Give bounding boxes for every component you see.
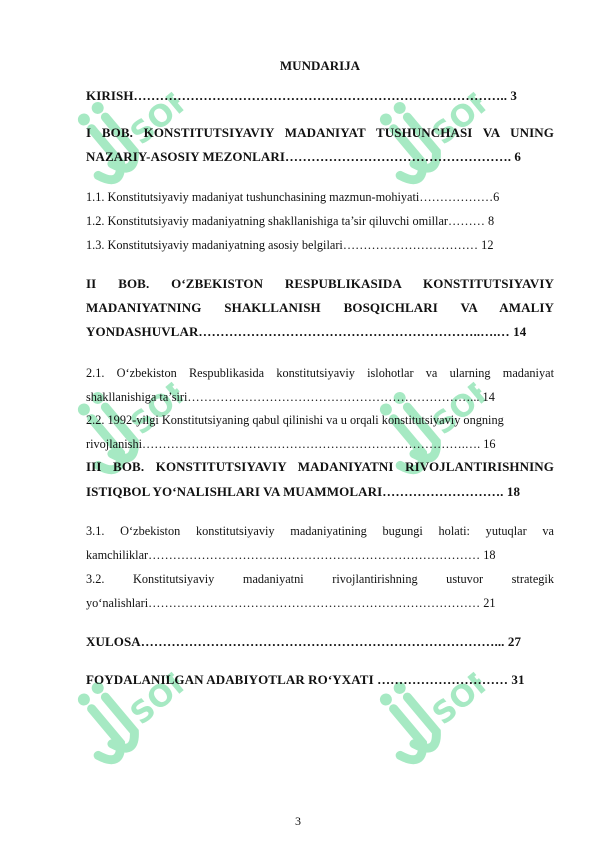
toc-chapter-heading: III BOB. KONSTITUTSIYAVIY MADANIYATNI RIVOJLANTIRISHNING	[86, 459, 554, 474]
toc-section: shakllanishiga ta’siri……………………………………………………………... 14	[86, 390, 495, 404]
toc-entry: KIRISH………………………………………………………………………….. 3	[86, 88, 518, 103]
toc-entry: FOYDALANILGAN ADABIYOTLAR RO‘YXATI ………………………… 31	[86, 672, 525, 687]
svg-text:SOFF: SOFF	[425, 68, 511, 152]
toc-section: yo‘nalishlari……………………………………………………………………… 21	[86, 596, 496, 610]
toc-chapter-heading: ISTIQBOL YO‘NALISHLARI VA MUAMMOLARI………………………. 18	[86, 484, 521, 499]
table-of-contents	[86, 0, 554, 842]
svg-text:SOFF: SOFF	[123, 358, 209, 442]
page-number: 3	[295, 814, 301, 828]
toc-chapter-heading: NAZARIY-ASOSIY MEZONLARI……………………………………………. 6	[86, 149, 521, 164]
toc-chapter-heading: YONDASHUVLAR………………………………………………………..….… 14	[86, 324, 527, 339]
toc-section: 2.1. O‘zbekiston Respublikasida konstitutsiyaviy islohotlar va ularning madaniyat	[86, 366, 554, 380]
toc-entry: XULOSA………………………………………………………………………... 27	[86, 634, 522, 649]
toc-section: 1.3. Konstitutsiyaviy madaniyatning asosiy belgilari…………………………… 12	[86, 238, 494, 252]
toc-chapter-heading: MADANIYATNING SHAKLLANISH BOSQICHLARI VA AMALIY	[86, 300, 554, 315]
svg-text:SOFF: SOFF	[425, 358, 511, 442]
svg-text:SOFF: SOFF	[425, 648, 511, 732]
toc-section: rivojlanishi…………………………………………………………………….…. 16	[86, 437, 496, 451]
toc-section: 3.2. Konstitutsiyaviy madaniyatni rivojlantirishning ustuvor strategik	[86, 572, 554, 586]
toc-section: 2.2. 1992-yilgi Konstitutsiyaning qabul qilinishi va u orqali konstitutsiyaviy ongning	[86, 413, 504, 427]
toc-section: 3.1. O‘zbekiston konstitutsiyaviy madaniyatining bugungi holati: yutuqlar va	[86, 524, 554, 538]
svg-text:SOFF: SOFF	[123, 68, 209, 152]
toc-section: 1.1. Konstitutsiyaviy madaniyat tushunchasining mazmun-mohiyati………………6	[86, 190, 500, 204]
svg-text:SOFF: SOFF	[123, 648, 209, 732]
toc-chapter-heading: I BOB. KONSTITUTSIYAVIY MADANIYAT TUSHUNCHASI VA UNING	[86, 125, 554, 140]
toc-section: 1.2. Konstitutsiyaviy madaniyatning shakllanishiga ta’sir qiluvchi omillar……… 8	[86, 214, 495, 228]
toc-section: kamchiliklar……………………………………………………………………… 18	[86, 548, 496, 562]
toc-chapter-heading: II BOB. O‘ZBEKISTON RESPUBLIKASIDA KONSTITUTSIYAVIY	[86, 276, 554, 291]
page-title: MUNDARIJA	[279, 58, 361, 73]
